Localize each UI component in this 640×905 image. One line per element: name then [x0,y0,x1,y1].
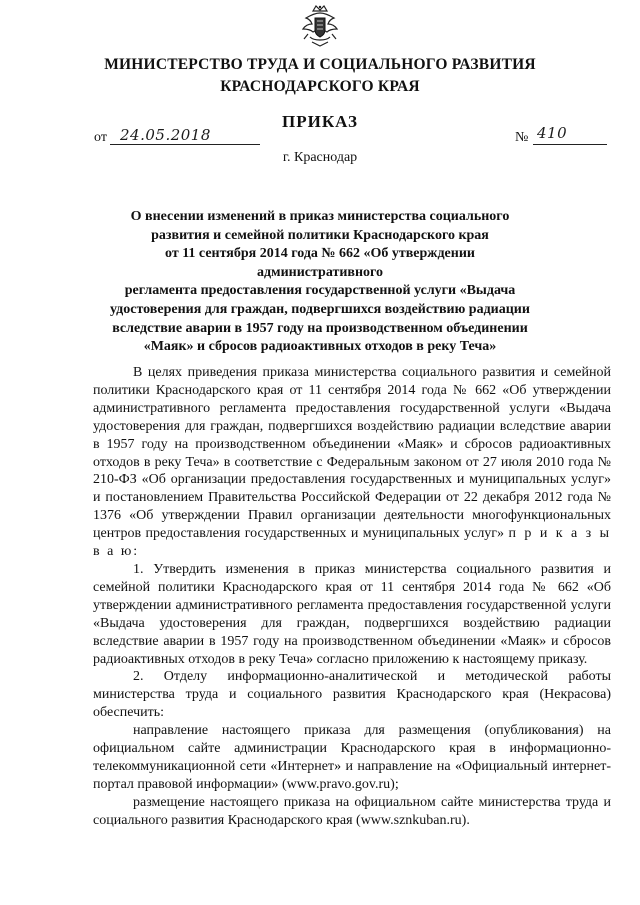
subject-line: удостоверения для граждан, подвергшихся воздействию радиации [110,301,530,317]
item-1-paragraph: 1. Утвердить изменения в приказ министерства социального развития и семейной политики Краснодарского края от 11 сентября 2014 года № 662 «Об утверждении административного регламента предоставления государственной услуги «Выдача удостоверения для граждан, подвергшихся воздействию радиации вследствие аварии в 1957 году на производственном объединении «Маяк» и сбросов радиоактивных отходов в реку Теча» согласно приложению к настоящему приказу. [93,561,611,667]
ministry-name-line2: КРАСНОДАРСКОГО КРАЯ [220,78,420,95]
order-title: ПРИКАЗ [282,112,358,131]
number-underline [533,144,607,145]
subject-line: вследствие аварии в 1957 году на производственном объединении [112,320,528,336]
city-label: г. Краснодар [282,150,358,165]
preamble-text: В целях приведения приказа министерства социального развития и семейной политики Краснодарского края от 11 сентября 2014 года № 662 «Об утверждении административного регламента предоставления государственной услуги «Выдача удостоверения для граждан, подвергшихся воздействию радиации вследствие аварии в 1957 году на производственном объединении «Маяк» и сбросов радиоактивных отходов в реку Теча» в соответствие с Федеральным законом от 27 июля 2010 года № 210-ФЗ «Об организации предоставления государственных и муниципальных услуг» и постановлением Правительства Российской Федерации от 22 декабря 2012 года № 1376 «Об утверждении Правил организации деятельности многофункциональных центров предоставления государственных и муниципальных услуг» [93,365,611,542]
order-body [93,364,611,830]
ministry-header [0,54,640,98]
krasnodar-coat-of-arms-icon [298,4,342,48]
order-command: п р и к а з ы в а ю: [93,526,612,560]
subject-line: регламента предоставления государственной услуги «Выдача [124,283,516,299]
handwritten-number: 410 [537,124,568,142]
date-label: от [94,130,107,145]
publication-paragraph: направление настоящего приказа для размещения (опубликования) на официальном сайте администрации Краснодарского края в информационно-телекоммуникационной сети «Интернет» и направление на «Официальный интернет-портал правовой информации» (www.pravo.gov.ru); [93,723,611,792]
number-label: № [515,130,529,145]
date-underline [110,144,260,145]
subject-line: «Маяк» и сбросов радиоактивных отходов в реку Теча» [143,339,497,355]
subject-line: О внесении изменений в приказ министерства социального [130,209,510,224]
order-date-field [94,126,211,146]
subject-line: развития и семейной политики Краснодарского края [151,227,489,243]
ministry-name-line1: МИНИСТЕРСТВО ТРУДА И СОЦИАЛЬНОГО РАЗВИТИЯ [104,56,536,73]
order-subject [108,208,532,357]
handwritten-date: 24.05.2018 [120,126,211,144]
order-number-field [515,124,568,146]
subject-line: от 11 сентября 2014 года № 662 «Об утверждении административного [165,246,475,280]
item-2-paragraph: 2. Отделу информационно-аналитической и методической работы министерства труда и социального развития Краснодарского края (Некрасова) обеспечить: [93,669,611,721]
website-paragraph: размещение настоящего приказа на официальном сайте министерства труда и социального развития Краснодарского края (www.sznkuban.ru). [93,794,611,828]
preamble-paragraph [93,364,611,561]
